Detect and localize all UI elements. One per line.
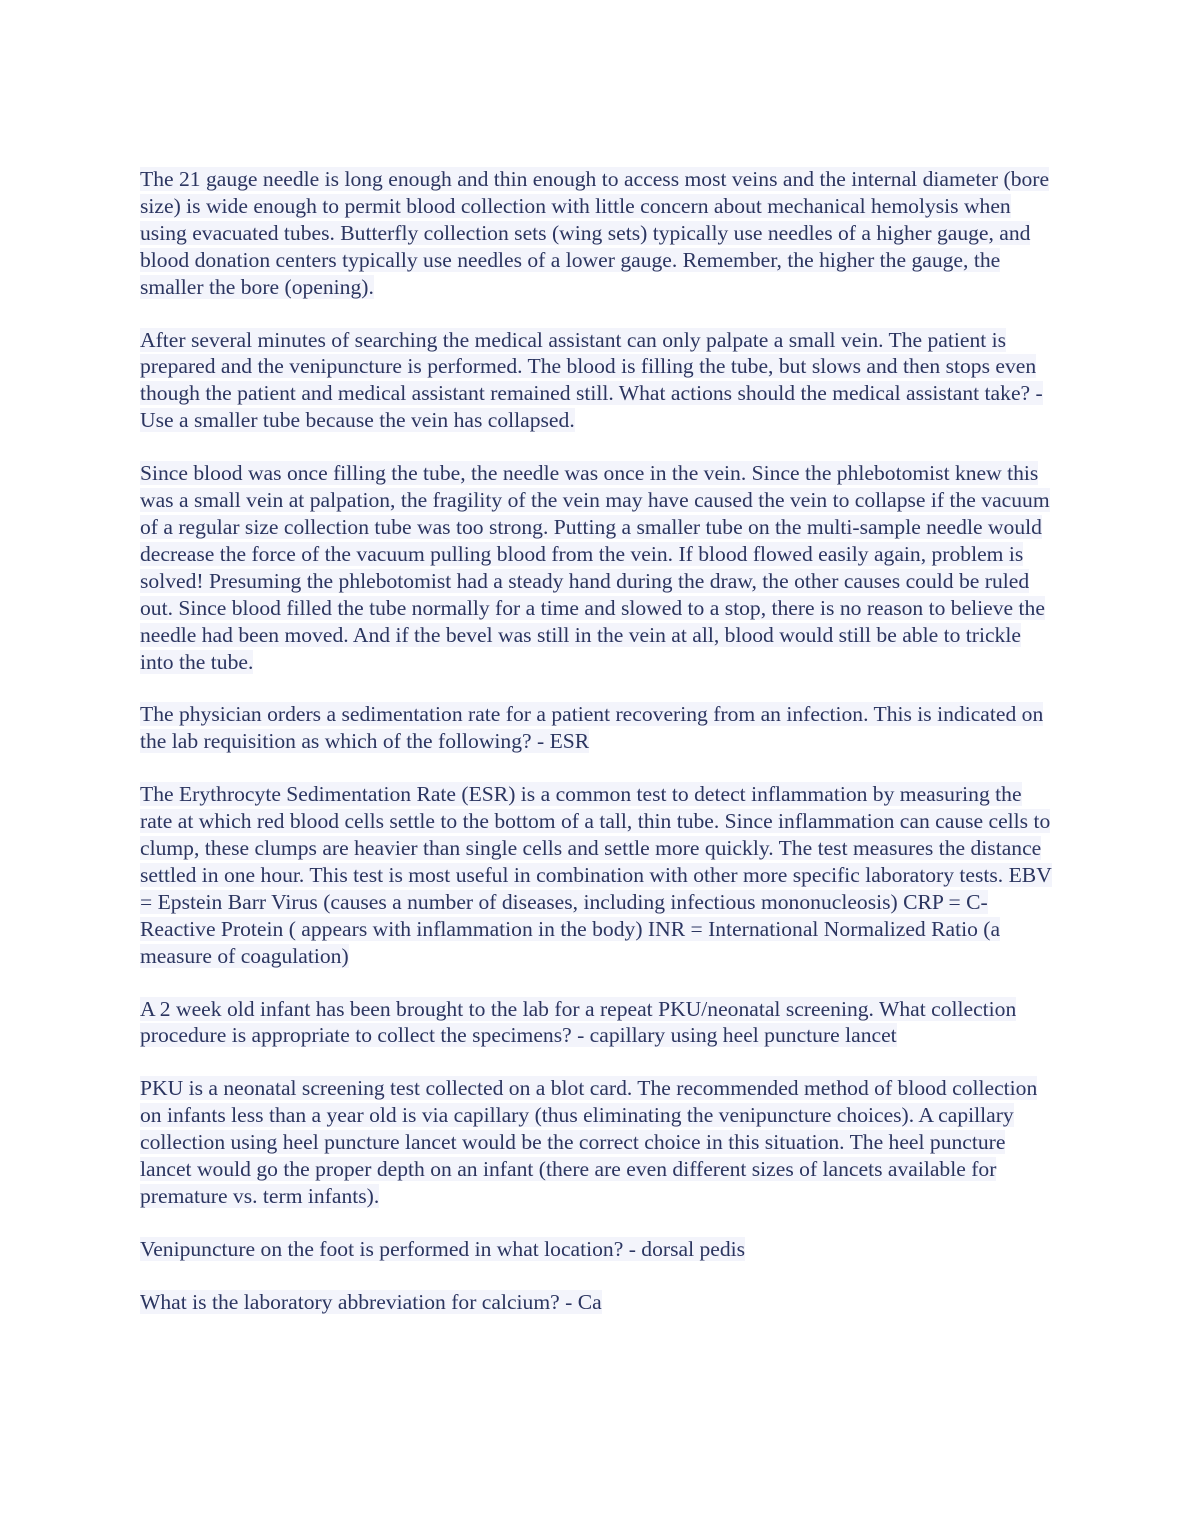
paragraph-question-esr (140, 701, 1055, 755)
paragraph-text: Venipuncture on the foot is performed in what location? - dorsal pedis (140, 1236, 746, 1261)
paragraph-explanation-pku (140, 1075, 1055, 1210)
paragraph-explanation-esr (140, 781, 1055, 969)
paragraph-question-calcium (140, 1289, 1055, 1316)
paragraph-text: After several minutes of searching the medical assistant can only palpate a small vein. The patient is prepared and the venipuncture is performed. The blood is filling the tube, but slows and then stops even though the patient and medical assistant remained still. What actions should the medical assistant take? - Use a smaller tube because the vein has collapsed. (140, 327, 1043, 433)
paragraph-explanation-collapsed-vein (140, 460, 1055, 675)
paragraph-needle-gauge (140, 166, 1055, 301)
paragraph-question-pku (140, 996, 1055, 1050)
paragraph-text: PKU is a neonatal screening test collected on a blot card. The recommended method of blood collection on infants less than a year old is via capillary (thus eliminating the venipuncture choices). A capillary collection using heel puncture lancet would be the correct choice in this situation. The heel puncture lancet would go the proper depth on an infant (there are even different sizes of lancets available for premature vs. term infants). (140, 1076, 1038, 1208)
document-body (140, 166, 1055, 1342)
paragraph-question-collapsed-vein (140, 327, 1055, 435)
paragraph-text: What is the laboratory abbreviation for calcium? - Ca (140, 1289, 602, 1314)
paragraph-text: Since blood was once filling the tube, the needle was once in the vein. Since the phlebotomist knew this was a small vein at palpation, the fragility of the vein may have caused the vein to collapse if the vacuum of a regular size collection tube was too strong. Putting a smaller tube on the multi-sample needle would decrease the force of the vacuum pulling blood from the vein. If blood flowed easily again, problem is solved! Presuming the phlebotomist had a steady hand during the draw, the other causes could be ruled out. Since blood filled the tube normally for a time and slowed to a stop, there is no reason to believe the needle had been moved. And if the bevel was still in the vein at all, blood would still be able to trickle into the tube. (140, 461, 1050, 674)
paragraph-text: The Erythrocyte Sedimentation Rate (ESR) is a common test to detect inflammation by measuring the rate at which red blood cells settle to the bottom of a tall, thin tube. Since inflammation can cause cells to clump, these clumps are heavier than single cells and settle more quickly. The test measures the distance settled in one hour. This test is most useful in combination with other more specific laboratory tests. EBV = Epstein Barr Virus (causes a number of diseases, including infectious mononucleosis) CRP = C-Reactive Protein ( appears with inflammation in the body) INR = International Normalized Ratio (a measure of coagulation) (140, 782, 1052, 968)
paragraph-question-foot-venipuncture (140, 1236, 1055, 1263)
paragraph-text: The physician orders a sedimentation rate for a patient recovering from an infection. This is indicated on the lab requisition as which of the following? - ESR (140, 702, 1044, 754)
paragraph-text: A 2 week old infant has been brought to the lab for a repeat PKU/neonatal screening. What collection procedure is appropriate to collect the specimens? - capillary using heel puncture lancet (140, 996, 1017, 1048)
paragraph-text: The 21 gauge needle is long enough and thin enough to access most veins and the internal diameter (bore size) is wide enough to permit blood collection with little concern about mechanical hemolysis when using evacuated tubes. Butterfly collection sets (wing sets) typically use needles of a higher gauge, and blood donation centers typically use needles of a lower gauge. Remember, the higher the gauge, the smaller the bore (opening). (140, 167, 1050, 299)
